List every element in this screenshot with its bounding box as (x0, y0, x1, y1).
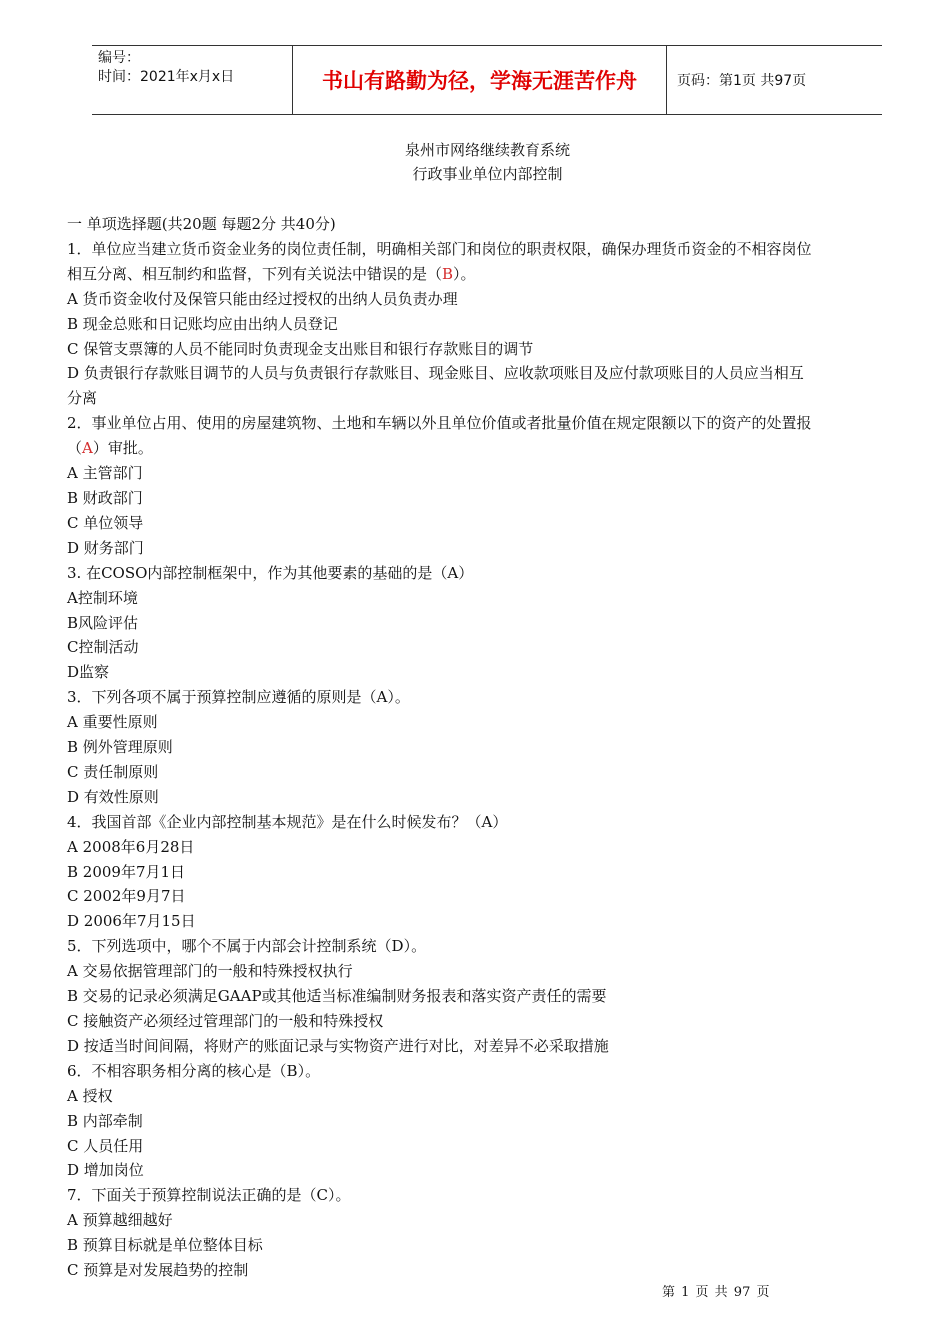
document-time-label: 时间：2021年x月x日 (98, 69, 235, 85)
text-line: A 货币资金收付及保管只能由经过授权的出纳人员负责办理 (67, 289, 458, 308)
text-line: B 2009年7月1日 (67, 862, 186, 881)
text-line: C 2002年9月7日 (67, 887, 186, 906)
text-line: 4．我国首部《企业内部控制基本规范》是在什么时候发布？（A） (67, 812, 508, 831)
text-line: 1．单位应当建立货币资金业务的岗位责任制，明确相关部门和岗位的职责权限，确保办理货币资金的不相容岗位 (67, 239, 812, 258)
text-line: C控制活动 (67, 638, 139, 657)
text-line: D 负责银行存款账目调节的人员与负责银行存款账目、现金账目、应收款项账目及应付款项账目的人员应当相互 (67, 364, 804, 383)
text-line: D 增加岗位 (67, 1161, 144, 1180)
text-line: B 交易的记录必须满足GAAP或其他适当标准编制财务报表和落实资产责任的需要 (67, 987, 607, 1006)
text-line: A 交易依据管理部门的一般和特殊授权执行 (67, 962, 353, 981)
text-segment: ）审批。 (92, 439, 153, 458)
text-line (67, 436, 907, 461)
text-line (67, 262, 907, 287)
text-line: 7．下面关于预算控制说法正确的是（C）。 (67, 1186, 351, 1205)
text-line: B 财政部门 (67, 488, 143, 507)
page-footer: 第 1 页 共 97 页 (662, 1285, 770, 1300)
text-line: B 内部牵制 (67, 1111, 143, 1130)
text-line: C 接触资产必须经过管理部门的一般和特殊授权 (67, 1012, 384, 1030)
text-line: C 保管支票簿的人员不能同时负责现金支出账目和银行存款账目的调节 (67, 339, 534, 358)
document-title-line1: 泉州市网络继续教育系统 (404, 141, 570, 159)
text-line: B 现金总账和日记账均应由出纳人员登记 (67, 314, 338, 333)
text-line: 5．下列选项中，哪个不属于内部会计控制系统（D）。 (67, 937, 427, 956)
answer-highlight: A (82, 439, 93, 458)
header-page-info: 页码：第1页 共97页 (677, 73, 807, 89)
text-line: A控制环境 (67, 588, 138, 607)
text-line: A 2008年6月28日 (67, 837, 195, 856)
question-content (67, 212, 907, 1283)
text-line: 6．不相容职务相分离的核心是（B）。 (67, 1061, 321, 1080)
text-line: C 预算是对发展趋势的控制 (67, 1261, 249, 1280)
answer-highlight: B (442, 264, 454, 283)
text-line: D 2006年7月15日 (67, 912, 196, 931)
text-segment: 相互分离、相互制约和监督，下列有关说法中错误的是（ (67, 264, 443, 283)
text-line: D监察 (67, 663, 110, 682)
text-line: D 按适当时间间隔，将财产的账面记录与实物资产进行对比，对差异不必采取措施 (67, 1036, 609, 1055)
text-line: 3. 在COSO内部控制框架中，作为其他要素的基础的是（A） (67, 563, 474, 582)
text-line: 3．下列各项不属于预算控制应遵循的原则是（A）。 (67, 688, 410, 707)
text-line: 2．事业单位占用、使用的房屋建筑物、土地和车辆以外且单位价值或者批量价值在规定限额以下的资产的处置报 (67, 414, 812, 433)
text-line: C 人员任用 (67, 1136, 144, 1155)
header-meta (92, 46, 292, 114)
text-line: C 责任制原则 (67, 762, 159, 781)
text-line: B风险评估 (67, 613, 139, 632)
text-line: 一 单项选择题(共20题 每题2分 共40分) (67, 215, 336, 233)
text-line: A 主管部门 (67, 464, 143, 483)
text-segment: （ (67, 439, 83, 458)
text-line: D 有效性原则 (67, 787, 159, 806)
text-line: 分离 (67, 389, 98, 408)
page-header (92, 45, 882, 115)
text-line: A 预算越细越好 (67, 1211, 173, 1230)
text-segment: ）。 (453, 264, 476, 283)
text-line: B 预算目标就是单位整体目标 (67, 1236, 263, 1255)
text-line: C 单位领导 (67, 513, 144, 532)
text-line: D 财务部门 (67, 538, 144, 557)
document-number-label: 编号： (98, 50, 140, 66)
text-line: A 授权 (67, 1086, 113, 1105)
header-motto: 书山有路勤为径，学海无涯苦作舟 (292, 46, 667, 114)
text-line: B 例外管理原则 (67, 738, 173, 757)
text-line: A 重要性原则 (67, 713, 158, 732)
document-title-line2: 行政事业单位内部控制 (412, 165, 563, 183)
